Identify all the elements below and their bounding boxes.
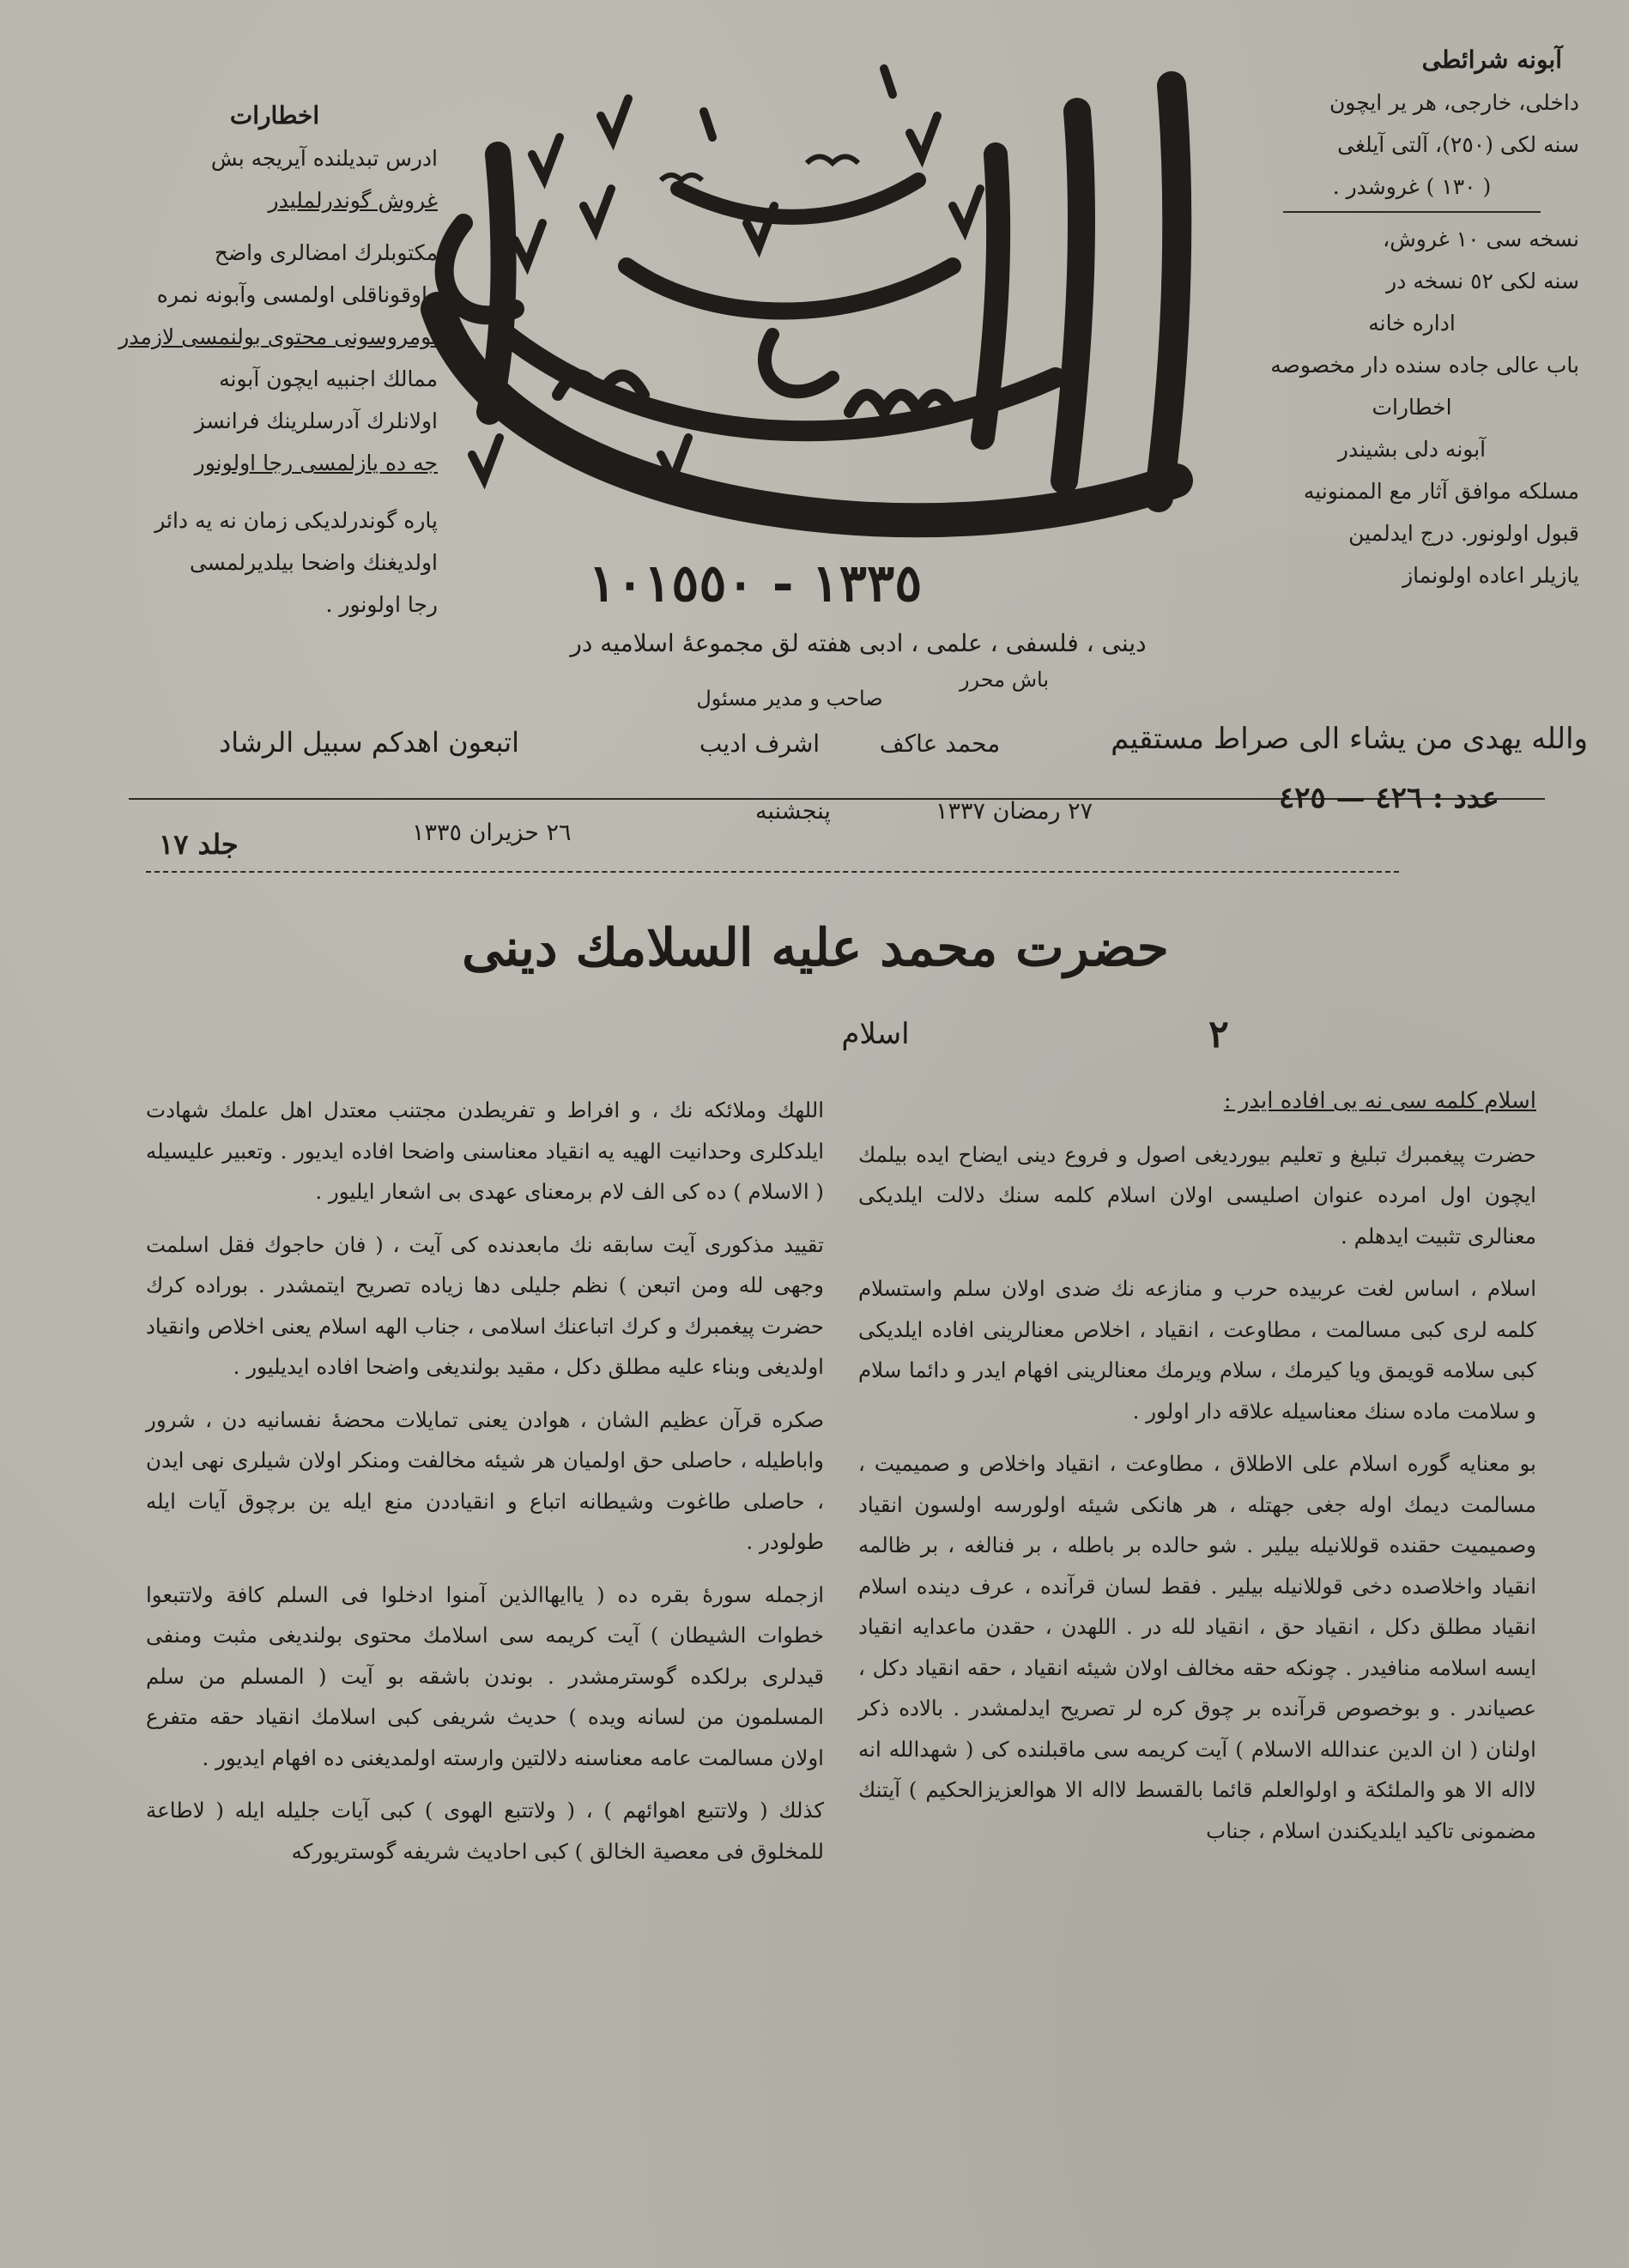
- paragraph: بو معنایه گوره اسلام علی الاطلاق ، مطاوعت ، انقیاد واخلاص و صمیمیت ، مسالمت دیمك اوله جغی جهتله ، هر هانکی شیئه اولورسه اولسون انقیاد وصمیمیت حقنده قوللانیله بیلیر . شو حالده بر باطله ، بر فنالغه ، بر ظالمه انقیاد واخلاصده دخی قوللانیله بیلیر . فقط لسان قرآنده ، عرف دینده اسلام انقیاد مطلق دکل ، انقیاد حق ، انقیاد لله در . اللهدن ، حقدن ماعدایه انقیاد ایسه اسلامه منافیدر . چونکه حقه مخالف اولان شیئه انقیاد ، حقه انقیاد دکل ، عصیاندر . و بوخصوص قرآنده بر چوق کره لر تصریح ایدلمشدر . بالاده ذکر اولنان ( ان الدین عندالله الاسلام ) آیت کریمه سی ماقبلنده کی ( شهدالله انه لااله الا هو والملئکة و اولوالعلم قائما بالقسط لااله الا هوالعزیزالحکیم ) آیتنك مضمونی تاکید ایلدیکندن اسلام ، جناب: [858, 1451, 1536, 1843]
- subscription-line: قبول اولونور. درج ایدلمین: [1348, 521, 1579, 546]
- paragraph: کذلك ( ولاتتبع اهوائهم ) ، ( ولاتتبع الهوی ) کبی آیات جلیله ایله ( لاطاعة للمخلوق فی معصیة الخالق ) کبی احادیث شریفه گوستریورکه: [146, 1798, 824, 1864]
- article-subheading: اسلام کلمه سی نه یی افاده ایدر :: [1223, 1088, 1536, 1114]
- subscription-line: سنه لکی ٥٢ نسخه در: [1386, 269, 1579, 293]
- warnings-line: اولانلرك آدرسلرینك فرانسز: [194, 408, 438, 433]
- subscription-line: داخلی، خارجی، هر یر ایچون: [1329, 90, 1579, 115]
- article-part-number: ٢: [1208, 1013, 1229, 1056]
- warnings-line: ادرس تبدیلنده آیریجه بش: [210, 146, 438, 171]
- subscription-line: آبونه دلی بشیندر: [1337, 437, 1487, 462]
- warnings-line: ممالك اجنبیه ایچون آبونه: [219, 366, 438, 391]
- subscription-line: مسلکه موافق آثار مع الممنونیه: [1303, 479, 1579, 504]
- masthead-subtitle: دینی ، فلسفی ، علمی ، ادبی هفته لق مجموعهٔ اسلامیه در: [570, 629, 1147, 657]
- paragraph: صکره قرآن عظیم الشان ، هوادن یعنی تمایلات محضهٔ نفسانیه دن ، شرور واباطیله ، حاصلی حق اولمیان هر شیئه مخالفت ومنکر اولان شیلری نهی ایدن ، حاصلی طاغوت وشیطانه اتباع و انقیاددن منع ایله ین برچوق آیات ایله طولودر .: [146, 1406, 824, 1554]
- owner-name: اشرف ادیب: [699, 729, 821, 758]
- subscription-heading: آبونه شرائطی: [1421, 45, 1562, 74]
- issue-number: عدد : ٤٢٦ — ٤٢٥: [1279, 781, 1499, 815]
- warnings-line: اولدیغنك واضحا بیلدیرلمسی: [189, 550, 438, 575]
- warnings-line: واوقوناقلی اولمسی وآبونه نمره: [156, 282, 438, 307]
- subscription-line: ( ١٣٠ ) غروشدر .: [1332, 174, 1492, 199]
- rumi-date: ٢٦ حزیران ١٣٣٥: [412, 820, 572, 846]
- warnings-line: پاره گوندرلدیکی زمان نه یه دائر: [154, 508, 438, 533]
- warnings-notice: [112, 94, 438, 626]
- masthead-year-numerals: ١٣٣٥ - ١٠١٥٥٠: [588, 553, 923, 614]
- warnings-heading: اخطارات: [229, 101, 320, 130]
- hijri-date: ٢٧ رمضان ١٣٣٧: [936, 798, 1093, 825]
- subscription-line: نسخه سی ١٠ غروش،: [1383, 227, 1579, 251]
- dateline-divider: [146, 871, 1399, 873]
- paragraph: حضرت پیغمبرك تبلیغ و تعلیم بیوردیغی اصول و فروع دینی ایضاح ایده بیلمك ایچون اول امرده عنوان اصلیسی اولان اسلام کلمه سنك دلالت ایلدیکی معنالری تثبیت ایدهلم .: [858, 1141, 1536, 1249]
- subscription-line: اخطارات: [1372, 395, 1452, 420]
- subscription-notice: [1244, 39, 1579, 596]
- volume-number: جلد ١٧: [159, 828, 239, 861]
- weekday: پنجشنبه: [755, 798, 831, 825]
- section-title: اسلام: [841, 1017, 910, 1051]
- warnings-line: جه ده یازلمسی رجا اولونور: [194, 451, 438, 475]
- warnings-line: نومروسونی محتوی بولنمسی لازمدر: [118, 324, 438, 349]
- warnings-line: مکتوبلرك امضالری واضح: [214, 240, 438, 265]
- paragraph: اللهك وملائکه نك ، و افراط و تفریطدن مجتنب معتدل اهل علمك شهادت ایلدکلری وحدانیت الهیه یه انقیاد معناسنی واضحا افاده ایدیور . وتعبیر علیسیله ( الاسلام ) ده کی الف لام برمعنای عهدی بی اشعار ایلیور .: [146, 1098, 824, 1204]
- paragraph: ازجمله سورهٔ بقره ده ( یاایهاالذین آمنوا ادخلوا فی السلم کافة ولاتتبعوا خطوات الشیطان ) آیت کریمه سی اسلامك محتوی بولندیغی مثبت ومنفی قیدلری برلکده گوسترمشدر . بوندن باشقه بو آیت ( المسلم من سلم المسلمون من لسانه ویده ) حدیث شریفی کبی اسلامك انقیاد حقه متفرع اولان مسالمت عامه معناسنه دلالتین وارسته اولمدیغنی ده افهام ایدیور .: [146, 1582, 824, 1770]
- subscription-line: یازیلر اعاده اولونماز: [1402, 563, 1579, 588]
- warnings-line: غروش گوندرلملیدر: [268, 188, 438, 213]
- chief-editor-label: باش محرر: [959, 668, 1050, 692]
- paragraph: تقیید مذکوری آیت سابقه نك مابعدنده کی آیت ، ( فان حاجوك فقل اسلمت وجهی لله ومن اتبعن ) نظم جلیلی دها زیاده تصریح ایتمشدر . بوراده کرك حضرت پیغمبرك و کرك اتباعنك اسلامی ، جناب الهه اسلام یعنی اخلاص وانقیاد اولدیغی وبناء علیه مطلق دکل ، مقید بولندیغی واضحا افاده ایدیلیور .: [146, 1231, 824, 1379]
- subscription-line: اداره خانه: [1368, 311, 1456, 336]
- article-right-column: [858, 1081, 1536, 1851]
- masthead-calligraphy-logo: [403, 51, 1244, 566]
- subscription-line: باب عالی جاده سنده دار مخصوصه: [1270, 353, 1579, 378]
- article-left-column: [146, 1090, 824, 1872]
- subscription-divider: [1283, 211, 1541, 213]
- owner-label: صاحب و مدیر مسئول: [696, 686, 883, 711]
- masthead-motto: والله یهدی من یشاء الی صراط مستقیم: [1111, 722, 1588, 756]
- subscription-line: سنه لکی (٢٥٠)، آلتی آیلغی: [1337, 132, 1579, 157]
- paragraph: اسلام ، اساس لغت عربیده حرب و منازعه نك ضدی اولان سلم واستسلام کلمه لری کبی مسالمت ، مطاوعت ، انقیاد ، اخلاص معنالرینی افاده ایلدیکی کبی سلامه قویمق ویا کیرمك ، سلام ویرمك معنالرینی افهام ایدر و دائما سلام و سلامت ماده سنك معناسیله علاقه دار اولور .: [858, 1276, 1536, 1424]
- bottom-motto: اتبعون اهدکم سبیل الرشاد: [219, 726, 519, 759]
- chief-editor-name: محمد عاکف: [879, 729, 1001, 758]
- warnings-line: رجا اولونور .: [325, 592, 438, 617]
- article-title: حضرت محمد علیه السلامك دینی: [462, 918, 1169, 978]
